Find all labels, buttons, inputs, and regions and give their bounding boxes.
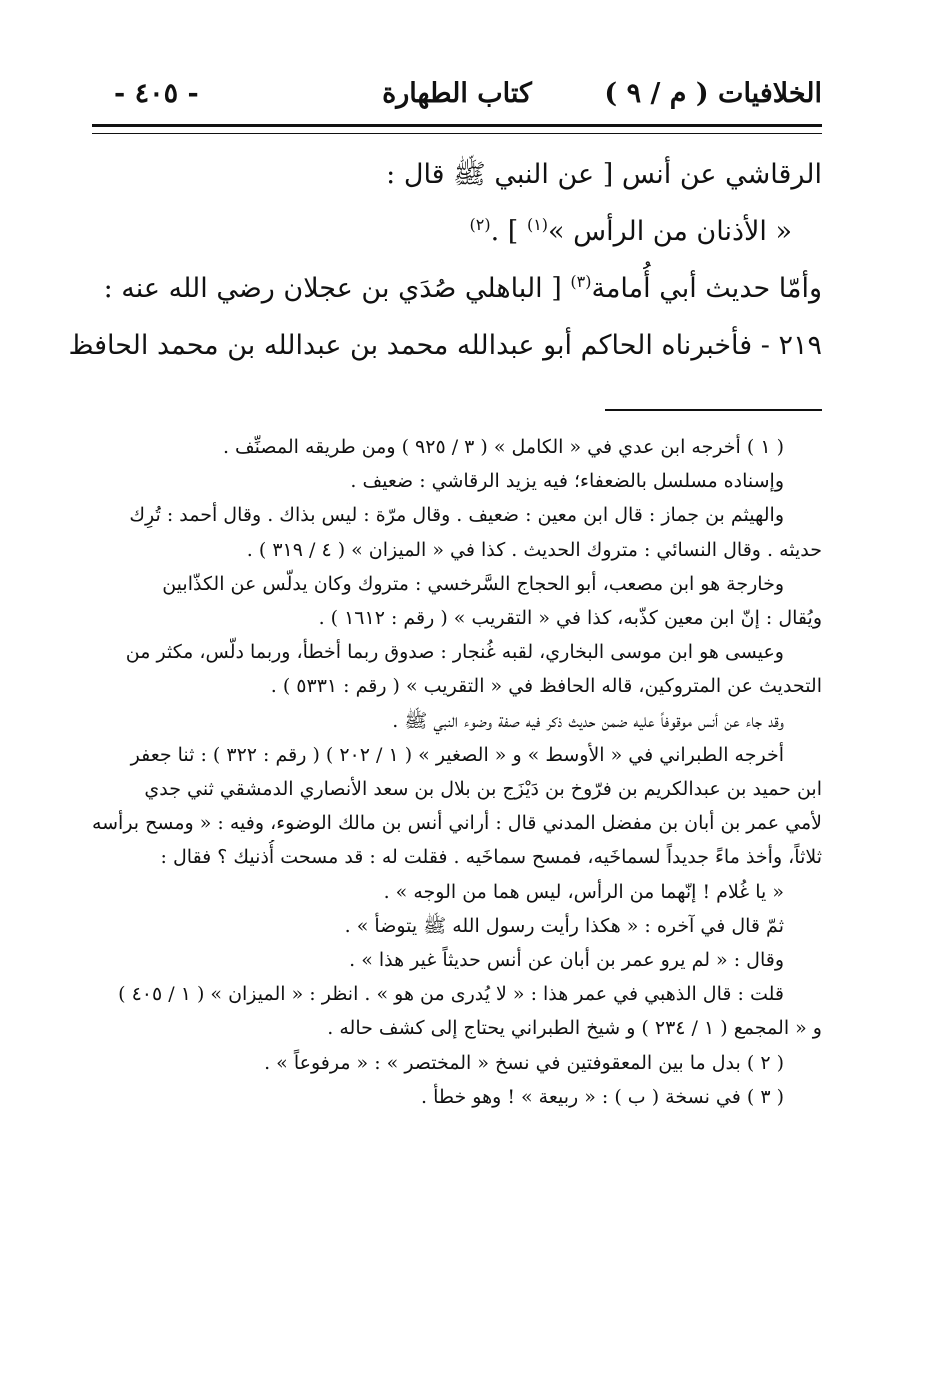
footnote-line: ( ٢ ) بدل ما بين المعقوفتين في نسخ « المختصر » : « مرفوعاً » . bbox=[264, 1051, 784, 1074]
footnote-marker-1[interactable]: (١) bbox=[526, 215, 549, 234]
footnote-line: ( ٣ ) في نسخة ( ب ) : « ربيعة » ! وهو خطأ . bbox=[421, 1085, 784, 1108]
main-text bbox=[68, 146, 822, 374]
main-line-1: الرقاشي عن أنس [ عن النبي ﷺ قال : bbox=[386, 159, 822, 190]
footnote-line: وإسناده مسلسل بالضعفاء؛ فيه يزيد الرقاشي : ضعيف . bbox=[350, 470, 784, 493]
footnote-line: و « المجمع ( ١ / ٢٣٤ ) و شيخ الطبراني يحتاج إلى كشف حاله . bbox=[327, 1017, 822, 1040]
main-line-3: وأمّا حديث أبي أُمامة$^{(٣)}$ [ الباهلي صُدَي بن عجلان رضي الله عنه : bbox=[103, 272, 822, 304]
hadith-number-line: ٢١٩ - فأخبرناه الحاكم أبو عبدالله محمد بن عبدالله بن محمد الحافظ bbox=[68, 330, 822, 361]
header-rule bbox=[92, 124, 822, 134]
footnote-line: ويُقال : إنّ ابن معين كذّبه، كذا في « التقريب » ( رقم : ١٦١٢ ) . bbox=[318, 607, 822, 630]
footnote-line: « يا غُلام ! إنّهما من الرأس، ليس هما من الوجه » . bbox=[383, 880, 784, 903]
footnote-line: ابن حميد بن عبدالكريم بن فرّوخ بن دَيْزَج بن بلال بن سعد الأنصاري الدمشقي ثني جدي bbox=[144, 778, 822, 801]
footnotes bbox=[92, 430, 822, 1114]
footnote-line: ( ١ ) أخرجه ابن عدي في « الكامل » ( ٣ / ٩٢٥ ) ومن طريقه المصنِّف . bbox=[222, 436, 784, 458]
footnote-line: وعيسى هو ابن موسى البخاري، لقبه غُنجار : صدوق ربما أخطأ، وربما دلّس، مكثر من bbox=[125, 641, 784, 664]
footnote-marker-3[interactable]: (٣) bbox=[570, 272, 592, 291]
footnote-line: أخرجه الطبراني في « الأوسط » و « الصغير » ( ١ / ٢٠٢ ) ( رقم : ٣٢٢ ) : ثنا جعفر bbox=[130, 743, 784, 766]
book-title: كتاب الطهارة bbox=[382, 78, 532, 109]
footnote-line: والهيثم بن جماز : قال ابن معين : ضعيف . وقال مرّة : ليس بذاك . وقال أحمد : تُرِك bbox=[129, 504, 784, 527]
footnote-line: وقد جاء عن أنس موقوفاً عليه ضمن حديث ذكر فيه صفة وضوء النبي ﷺ . bbox=[392, 709, 784, 732]
footnote-marker-2[interactable]: (٢) bbox=[469, 215, 491, 234]
page-number: - ٤٠٥ - bbox=[114, 78, 199, 109]
footnote-line: ثمّ قال في آخره : « هكذا رأيت رسول الله ﷺ يتوضأ » . bbox=[344, 914, 784, 937]
footnote-line: التحديث عن المتروكين، قاله الحافظ في « التقريب » ( رقم : ٥٣٣١ ) . bbox=[270, 675, 822, 698]
running-header bbox=[92, 70, 822, 118]
footnote-line: لأمي عمر بن أبان بن مفضل المدني قال : أراني أنس بن مالك الوضوء، وفيه : « ومسح برأسه bbox=[92, 812, 822, 835]
main-line-4 bbox=[68, 317, 822, 374]
footnote-line: حديثه . وقال النسائي : متروك الحديث . كذا في « الميزان » ( ٤ / ٣١٩ ) . bbox=[246, 538, 822, 561]
footnote-line: وخارجة هو ابن مصعب، أبو الحجاج السَّرخسي : متروك وكان يدلّس عن الكذّابين bbox=[162, 572, 784, 595]
volume-reference: الخلافيات ( م / ٩ ) bbox=[604, 78, 822, 109]
footnote-line: وقال : « لم يرو عمر بن أبان عن أنس حديثاً غير هذا » . bbox=[349, 949, 784, 972]
footnote-line: قلت : قال الذهبي في عمر هذا : « لا يُدرى من هو » . انظر : « الميزان » ( ١ / ٤٠٥ ) bbox=[118, 983, 784, 1006]
main-line-2: « الأذنان من الرأس »$^{(١)}$ ] .$^{(٢)}$ bbox=[469, 215, 792, 247]
footnote-separator bbox=[605, 409, 822, 411]
footnote-line: ثلاثاً، وأخذ ماءً جديداً لسماخَيه، فمسح سماخَيه . فقلت له : قد مسحت أُذنيك ؟ فقال : bbox=[160, 846, 822, 869]
hadith-quote: « الأذنان من الرأس » bbox=[548, 216, 792, 247]
